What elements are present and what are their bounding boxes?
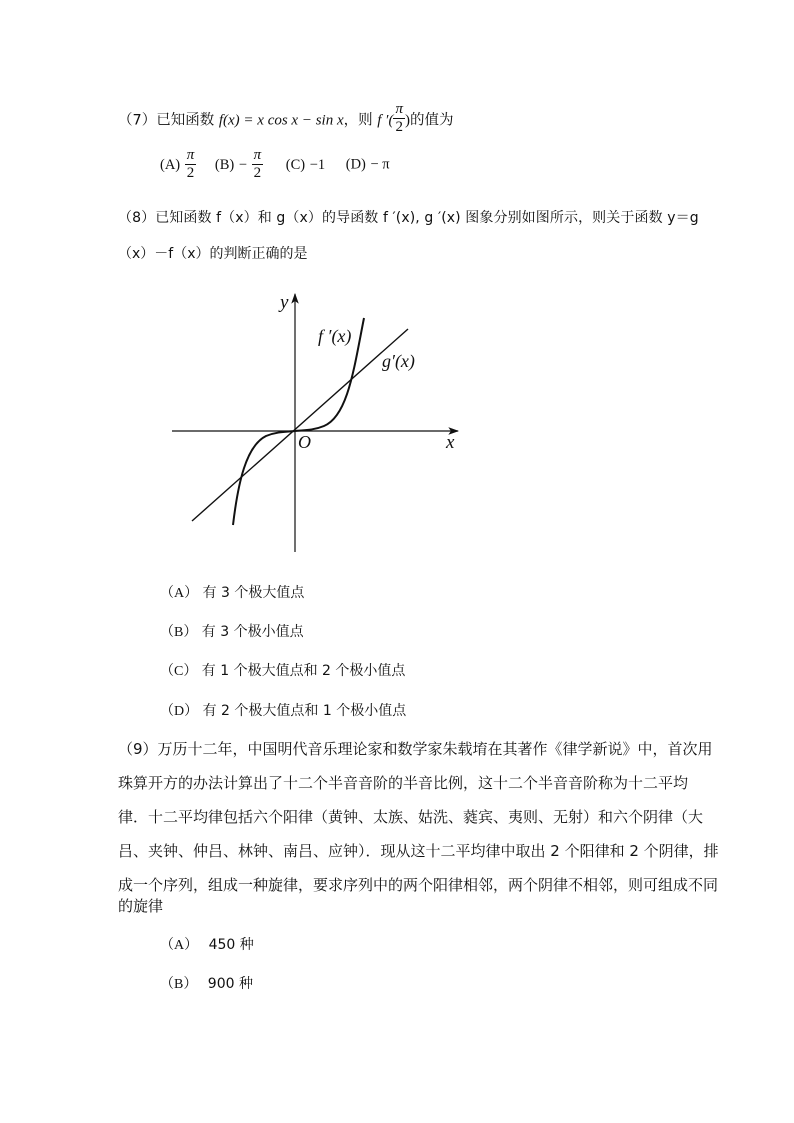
- q8-option-c[interactable]: [160, 660, 405, 680]
- q7-option-b-fraction: [252, 148, 264, 181]
- q7-tail: 的值为: [409, 112, 454, 129]
- q8-option-b-text: 有 3 个极小值点: [201, 624, 304, 640]
- q8-stem-line-1: （8）已知函数 f（x）和 g（x）的导函数 f ′(x), g ′(x) 图象分别如图所示，则关于函数 y＝g: [118, 210, 699, 226]
- q8-option-a-text: 有 3 个极大值点: [202, 585, 305, 601]
- q7-option-b-num: π: [253, 147, 262, 163]
- q9-line-4: 吕、夹钟、仲吕、林钟、南吕、应钟）．现从这十二平均律中取出 2 个阳律和 2 个阴律，排: [118, 842, 719, 860]
- q7-option-d[interactable]: [346, 157, 390, 173]
- q9-option-a-label: （A）: [160, 938, 199, 953]
- q7-option-a-den: 2: [186, 165, 195, 181]
- g-prime-line: [192, 329, 408, 521]
- q8-option-a[interactable]: [160, 582, 304, 602]
- q9-line-6: 的旋律: [118, 897, 164, 915]
- q8-option-b-label: （B）: [160, 625, 198, 640]
- q8-option-d-text: 有 2 个极大值点和 1 个极小值点: [202, 703, 407, 719]
- origin-label: O: [298, 432, 311, 452]
- q9-option-a[interactable]: [160, 934, 254, 954]
- q9-option-a-text: 450 种: [208, 937, 254, 953]
- q7-pi-over-2: [393, 102, 405, 135]
- y-axis-label: y: [280, 292, 289, 313]
- q9-line-3: 律．十二平均律包括六个阳律（黄钟、太族、姑洗、蕤宾、夷则、无射）和六个阴律（大: [118, 808, 704, 826]
- x-axis-label: x: [446, 432, 455, 453]
- q8-graph: [168, 288, 488, 558]
- q8-option-d-label: （D）: [160, 704, 199, 719]
- q7-function: f(x) = x cos x − sin x: [218, 112, 344, 129]
- q7-option-b-label: (B): [214, 156, 235, 173]
- q7-option-a-num: π: [186, 147, 195, 163]
- q7-intro: 已知函数: [156, 112, 215, 129]
- q7-option-a[interactable]: [160, 147, 201, 181]
- q7-mid: ，则: [343, 112, 373, 129]
- q8-stem-line-2: （x）－f（x）的判断正确的是: [118, 246, 308, 262]
- q7-option-d-label: (D): [345, 156, 366, 173]
- q7-option-b[interactable]: [214, 147, 268, 181]
- q9-line-1: （9）万历十二年，中国明代音乐理论家和数学家朱载堉在其著作《律学新说》中，首次用: [118, 740, 713, 758]
- f-prime-curve: [233, 318, 364, 525]
- f-prime-label: f ′(x): [318, 326, 352, 346]
- q7-option-a-label: (A): [160, 156, 181, 173]
- q7-stem: [118, 101, 454, 137]
- q7-two: 2: [395, 119, 403, 135]
- q7-option-b-den: 2: [253, 165, 262, 181]
- q8-option-a-label: （A）: [160, 586, 199, 601]
- q7-option-c-label: (C): [285, 156, 306, 173]
- q9-option-b-text: 900 种: [207, 976, 253, 992]
- q7-option-c[interactable]: [286, 157, 330, 173]
- q8-option-d[interactable]: [160, 700, 406, 720]
- q7-option-c-text: −1: [309, 156, 326, 173]
- q7-option-d-text: − π: [370, 156, 390, 173]
- q9-option-b[interactable]: [160, 973, 253, 993]
- q7-pi: π: [395, 101, 403, 117]
- q7-option-b-sign: −: [238, 156, 248, 173]
- q9-line-2: 珠算开方的办法计算出了十二个半音音阶的半音比例，这十二个半音音阶称为十二平均: [118, 774, 689, 792]
- q7-derivative: f ′(: [377, 112, 394, 129]
- g-prime-label: g′(x): [382, 351, 415, 371]
- q8-option-c-text: 有 1 个极大值点和 2 个极小值点: [201, 663, 406, 679]
- q7-options: [160, 148, 390, 181]
- q8-option-c-label: （C）: [160, 664, 198, 679]
- q8-option-b[interactable]: [160, 621, 304, 641]
- q7-option-a-fraction: [185, 148, 197, 181]
- q9-line-5: 成一个序列，组成一种旋律，要求序列中的两个阳律相邻，两个阴律不相邻，则可组成不同: [118, 876, 719, 894]
- q7-number: （7）: [118, 112, 157, 129]
- q7-close-paren: ): [404, 112, 410, 129]
- q9-option-b-label: （B）: [160, 977, 198, 992]
